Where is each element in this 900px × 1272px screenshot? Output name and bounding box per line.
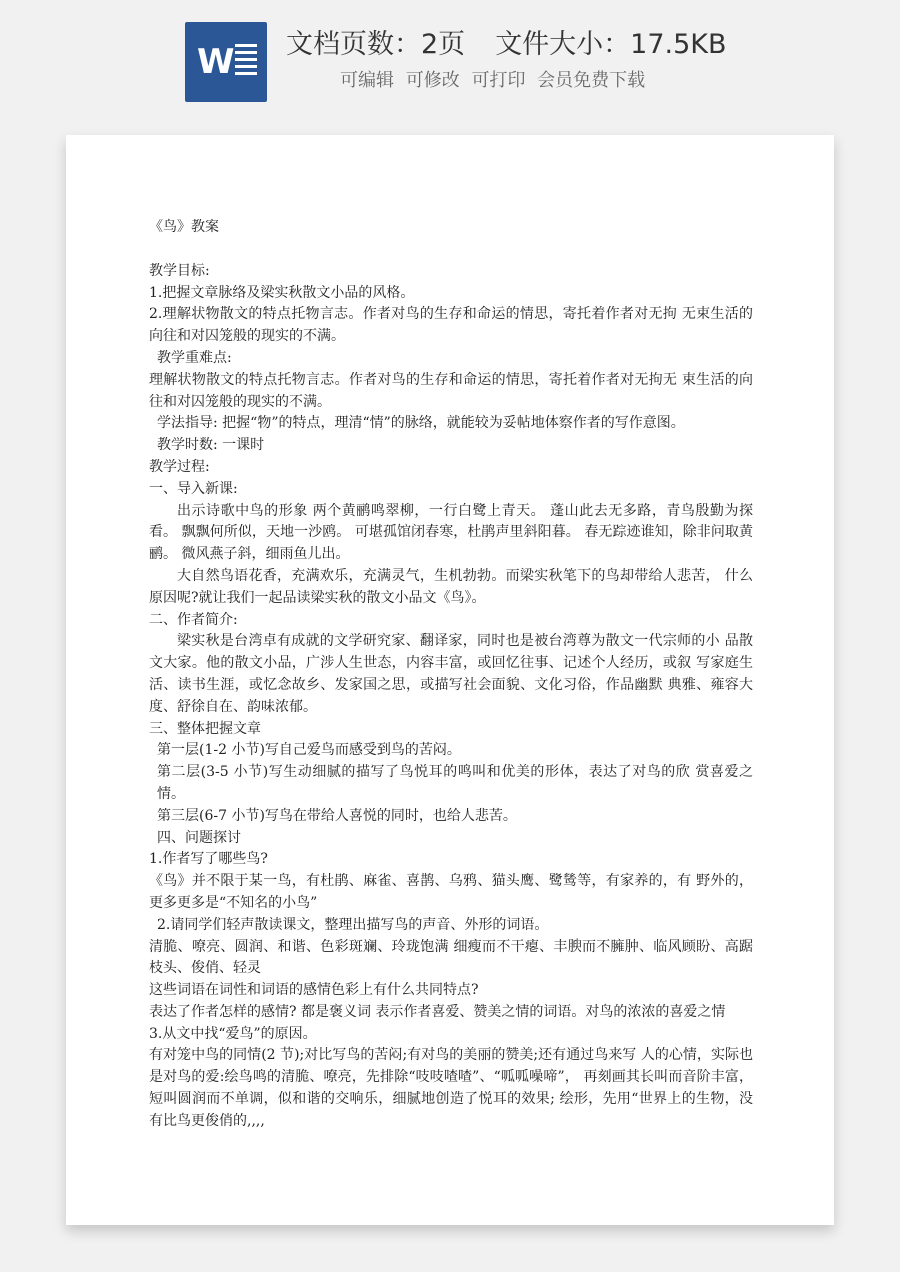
paragraph: 第三层(6-7 小节)写鸟在带给人喜悦的同时，也给人悲苦。 <box>157 807 517 824</box>
paragraph: 大自然鸟语花香，充满欢乐，充满灵气，生机勃勃。而梁实秋笔下的鸟却带给人悲苦， 什么原因呢?就让我们一起品读梁实秋的散文小品文《鸟》。 <box>149 567 753 606</box>
paragraph: 表达了作者怎样的感情? 都是褒义词 表示作者喜爱、赞美之情的词语。对鸟的浓浓的喜爱之情 <box>149 1003 726 1020</box>
paragraph: 教学时数: 一课时 <box>157 437 265 454</box>
paragraph: 《鸟》并不限于某一鸟，有杜鹃、麻雀、喜鹊、乌鸦、猫头鹰、鹭鸶等，有家养的，有 野外的，更多更多是“不知名的小鸟” <box>149 873 753 911</box>
section-heading: 四、问题探讨 <box>157 829 241 846</box>
document-info-header <box>0 0 900 120</box>
paragraph: 3.从文中找“爱鸟”的原因。 <box>149 1025 317 1042</box>
document-content <box>149 217 753 1133</box>
section-heading: 一、导入新课: <box>149 480 238 497</box>
document-page <box>66 135 834 1225</box>
paragraph: 梁实秋是台湾卓有成就的文学研究家、翻译家，同时也是被台湾尊为散文一代宗师的小 品散文大家。他的散文小品，广涉人生世态，内容丰富，或回忆往事、记述个人经历，或叙 写家庭生活、读书生涯，或忆念故乡、发家国之思，或描写社会面貌、文化习俗，作品幽默 典雅、雍容大度、舒徐自在、韵味浓郁。 <box>149 633 753 715</box>
paragraph: 理解状物散文的特点托物言志。作者对鸟的生存和命运的情思，寄托着作者对无拘无 束生活的向往和对囚笼般的现实的不满。 <box>149 371 753 410</box>
paragraph: 第一层(1-2 小节)写自己爱鸟而感受到鸟的苦闷。 <box>157 742 461 759</box>
file-size: 文件大小：17.5KB <box>495 29 727 60</box>
paragraph: 教学重难点: <box>157 349 232 366</box>
document-stats <box>286 22 727 61</box>
doc-title: 《鸟》教案 <box>149 219 219 235</box>
paragraph: 有对笼中鸟的同情(2 节);对比写鸟的苦闷;有对鸟的美丽的赞美;还有通过鸟来写 人的心情，实际也是对鸟的爱:绘鸟鸣的清脆、嘹亮，先排除“吱吱喳喳”、“呱呱噪啼”， 再刻画其长叫而音阶丰富，短叫圆润而不单调，似和谐的交响乐，细腻地创造了悦耳的效果; 绘形，先用“世界上的生物，没有比鸟更俊俏的,,,, <box>149 1047 753 1129</box>
word-document-icon <box>185 22 267 102</box>
paragraph: 这些词语在词性和词语的感情色彩上有什么共同特点? <box>149 982 479 999</box>
paragraph: 第二层(3-5 小节)写生动细腻的描写了鸟悦耳的鸣叫和优美的形体，表达了对鸟的欣 赏喜爱之情。 <box>157 764 753 802</box>
word-icon-letter: W <box>197 42 235 82</box>
document-features: 可编辑 可修改 可打印 会员免费下载 <box>340 70 646 91</box>
paragraph: 学法指导: 把握“物”的特点，理清“情”的脉络，就能较为妥帖地体察作者的写作意图。 <box>157 415 685 432</box>
paragraph: 2.理解状物散文的特点托物言志。作者对鸟的生存和命运的情思，寄托着作者对无拘 无束生活的向往和对囚笼般的现实的不满。 <box>149 306 753 345</box>
paragraph: 2.请同学们轻声散读课文，整理出描写鸟的声音、外形的词语。 <box>157 916 549 933</box>
page-count: 文档页数：2页 <box>286 29 466 60</box>
paragraph: 1.作者写了哪些鸟? <box>149 851 268 868</box>
paragraph: 清脆、嘹亮、圆润、和谐、色彩斑斓、玲珑饱满 细瘦而不干瘪、丰腴而不臃肿、临风顾盼、高踞枝头、俊俏、轻灵 <box>149 938 753 977</box>
paragraph: 教学目标: <box>149 262 210 279</box>
paragraph: 1.把握文章脉络及梁实秋散文小品的风格。 <box>149 284 415 301</box>
paragraph: 教学过程: <box>149 458 210 475</box>
section-heading: 三、整体把握文章 <box>149 720 261 737</box>
paragraph: 出示诗歌中鸟的形象 两个黄鹂鸣翠柳，一行白鹭上青天。 蓬山此去无多路，青鸟殷勤为探看。 飘飘何所似，天地一沙鸥。 可堪孤馆闭春寒，杜鹃声里斜阳暮。 春无踪迹谁知，除非问取黄鹂。 微风燕子斜，细雨鱼儿出。 <box>149 502 753 563</box>
section-heading: 二、作者简介: <box>149 611 238 628</box>
word-icon-lines <box>235 44 257 79</box>
